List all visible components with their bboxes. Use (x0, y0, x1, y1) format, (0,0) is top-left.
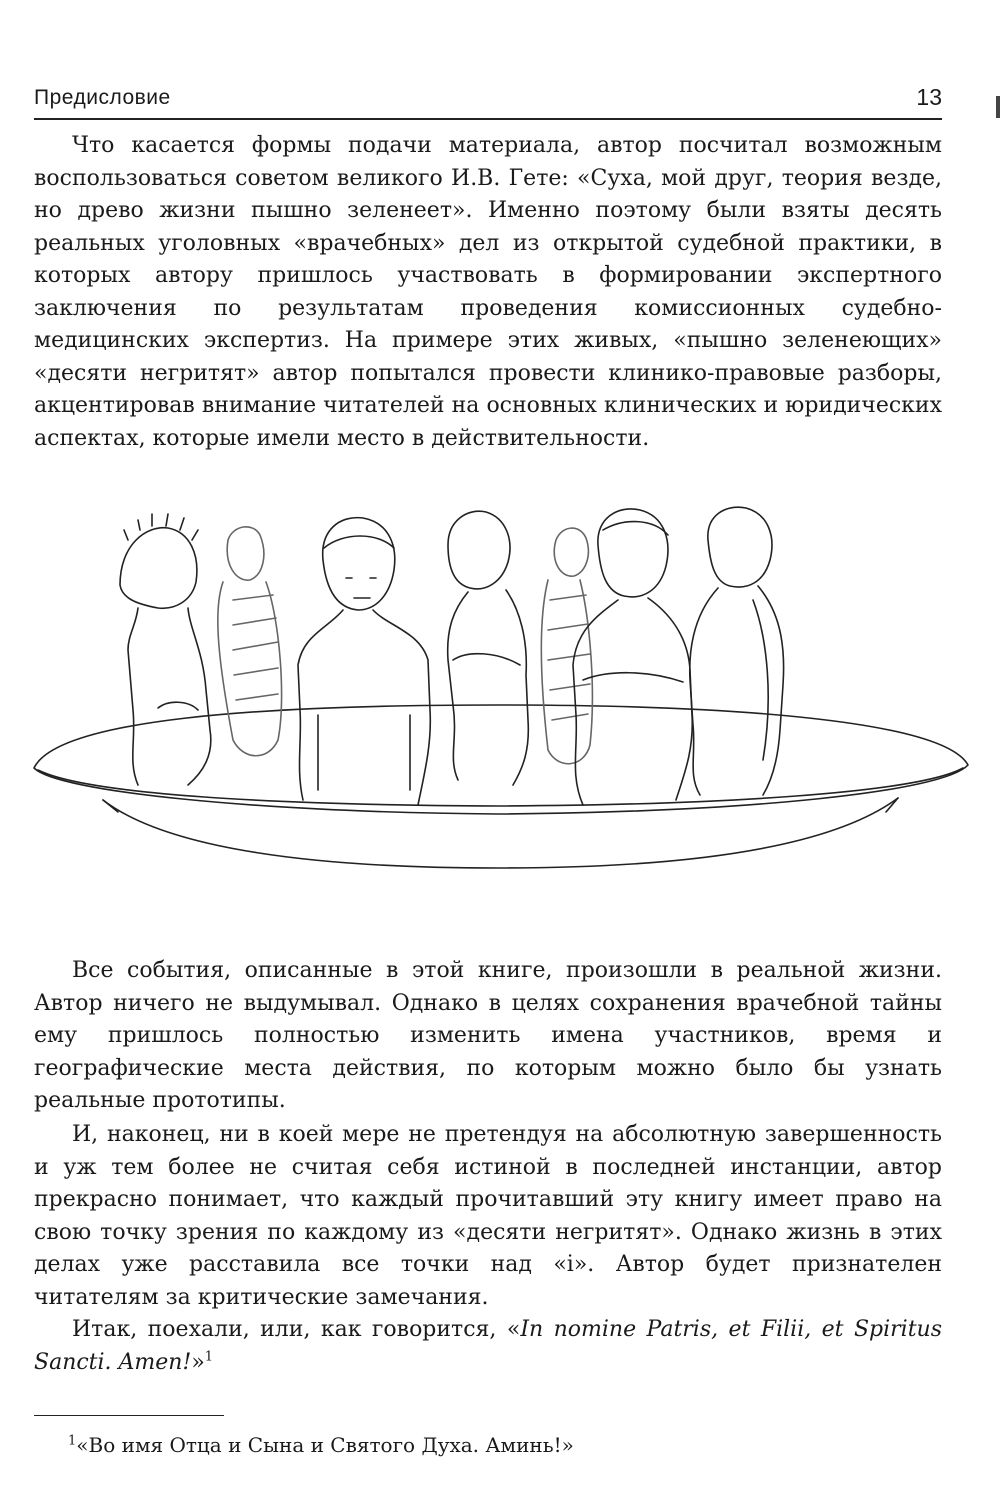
figure-bald-child (690, 507, 784, 795)
figure-mohawk-boy (120, 514, 211, 785)
page-edge-mark (996, 96, 1000, 118)
dish-drawing (34, 705, 968, 868)
illustration-children-in-dish (28, 500, 978, 875)
paragraph-3-text: И, наконец, ни в коей мере не претендуя на абсолютную завершенность и уж тем более не считая себя истиной в последней инстанции, автор прекрасно понимает, что каждый прочитавший эту книгу имеет право на свою точку зрения по каждому из «десяти негритят». Однако жизнь в этих делах уже расставила все точки над «і». Автор будет признателен читателям за критические замечания. (34, 1122, 942, 1310)
paragraph-4-suffix: » (191, 1349, 205, 1375)
figure-back-right (541, 528, 592, 764)
footnote-reference[interactable]: 1 (204, 1349, 214, 1365)
paragraph-1 (34, 130, 942, 455)
page-number: 13 (916, 84, 942, 110)
figure-center-boy (298, 518, 430, 805)
footnote-rule (34, 1415, 224, 1416)
footnote-text: «Во имя Отца и Сына и Святого Духа. Аминь!» (76, 1433, 574, 1457)
paragraph-4 (34, 1314, 942, 1379)
paragraph-4-prefix: Итак, поехали, или, как говорится, « (72, 1317, 521, 1342)
paragraph-2 (34, 955, 942, 1118)
footnote-mark: 1 (68, 1433, 77, 1449)
running-header (34, 82, 942, 120)
paragraph-3 (34, 1119, 942, 1314)
latin-quote: In nomine Patris, et Filii, et Spiritus Sancti. Amen! (34, 1317, 942, 1375)
section-title: Предисловие (34, 86, 171, 109)
footnote (68, 1432, 574, 1458)
paragraph-1-text: Что касается формы подачи материала, автор посчитал возможным воспользоваться советом великого И.В. Гете: «Суха, мой друг, теория везде, но древо жизни пышно зеленеет». Именно поэтому были взяты десять реальных уголовных «врачебных» дел из открытой судебной практики, в которых автору пришлось участвовать в формировании экспертного заключения по результатам проведения комиссионных судебно-медицинских экспертиз. На примере этих живых, «пышно зеленеющих» «десяти негритят» автор попытался провести клинико-правовые разборы, акцентировав внимание читателей на основных клинических и юридических аспектах, которые имели место в действительности. (34, 133, 942, 451)
figure-arms-crossed-left (448, 511, 529, 785)
figure-back-left (218, 527, 282, 756)
paragraph-2-text: Все события, описанные в этой книге, произошли в реальной жизни. Автор ничего не выдумывал. Однако в целях сохранения врачебной тайны ему пришлось полностью изменить имена участников, время и географические места действия, по которым можно было бы узнать реальные прототипы. (34, 958, 942, 1113)
